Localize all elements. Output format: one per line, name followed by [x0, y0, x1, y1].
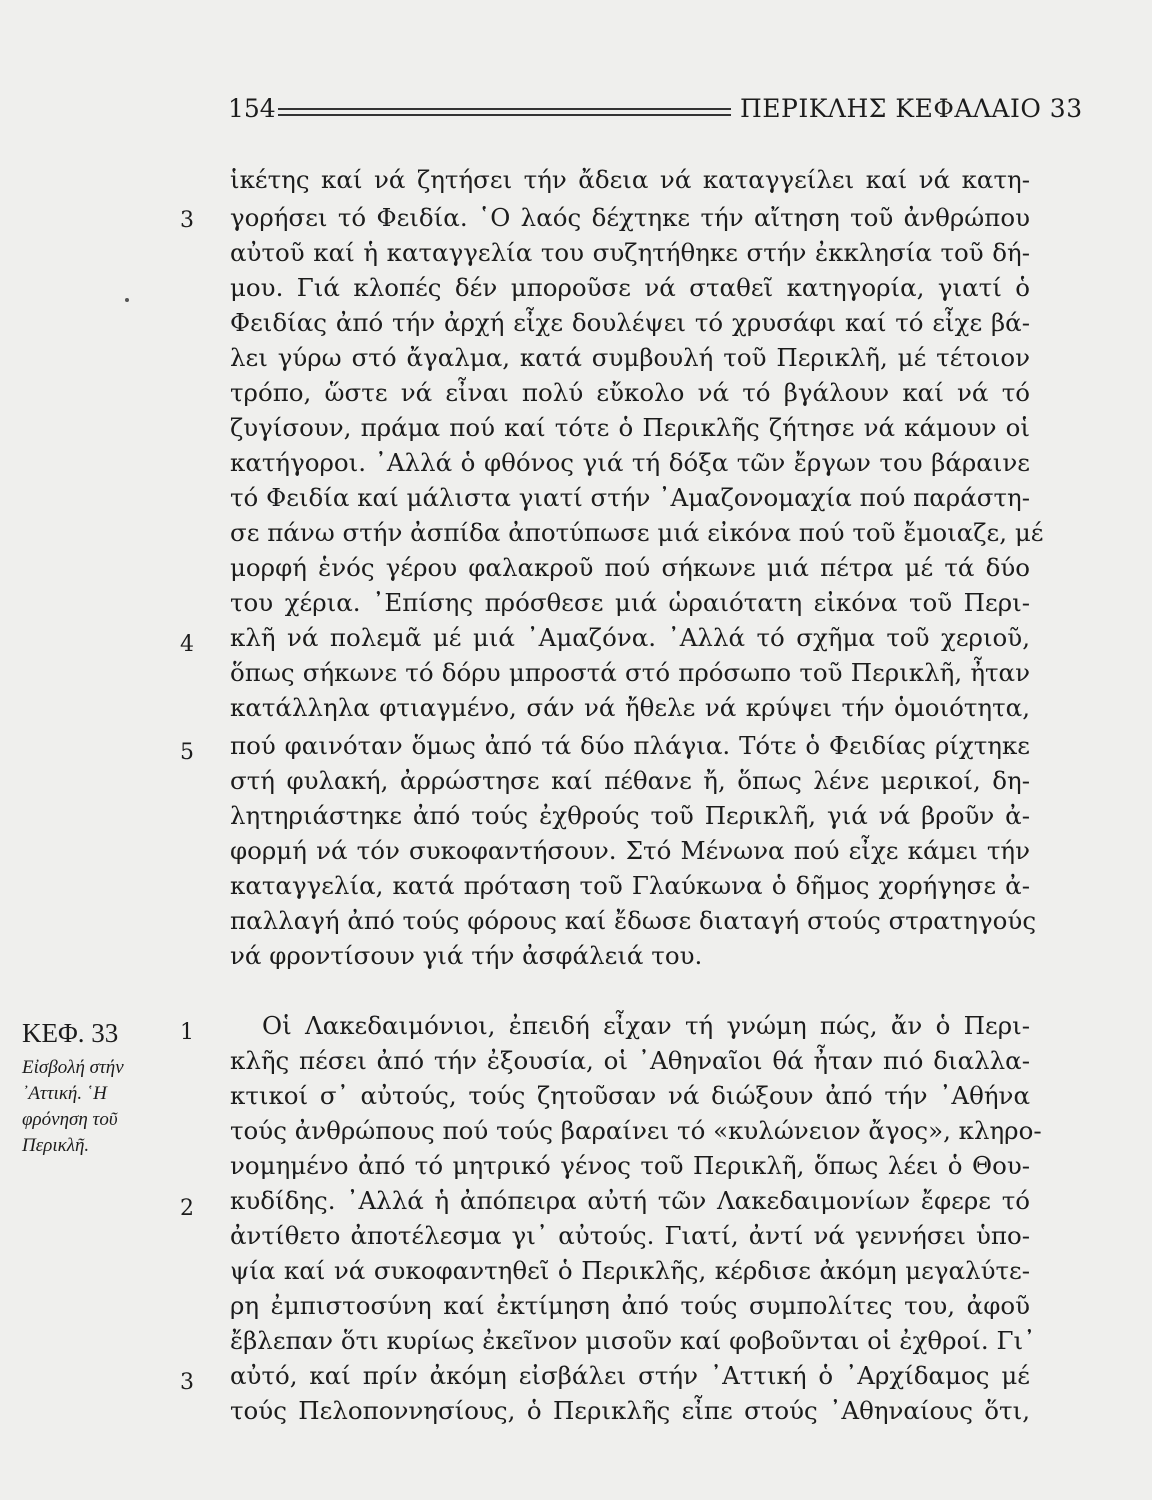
line-number: 1	[180, 1020, 194, 1045]
text-line: λητηριάστηκε ἀπό τούς ἐχθρούς τοῦ Περικλῆ, γιά νά βροῦν ἀ-	[230, 801, 1030, 830]
speck-mark	[125, 298, 129, 302]
text-line: ἔβλεπαν ὅτι κυρίως ἐκεῖνον μισοῦν καί φοβοῦνται οἱ ἐχθροί. Γι᾿	[230, 1326, 1036, 1355]
text-line: κατάλληλα φτιαγμένο, σάν νά ἤθελε νά κρύψει τήν ὁμοιότητα,	[230, 693, 1030, 722]
page-number: 154	[228, 94, 276, 123]
text-line: παλλαγή ἀπό τούς φόρους καί ἔδωσε διαταγή στούς στρατηγούς	[230, 906, 1037, 935]
text-line: ἀντίθετο ἀποτέλεσμα γι᾿ αὐτούς. Γιατί, ἀντί νά γεννήσει ὑπο-	[230, 1221, 1030, 1250]
text-line: τρόπο, ὥστε νά εἶναι πολύ εὔκολο νά τό βγάλουν καί νά τό	[230, 378, 1030, 407]
text-line: κλῆ νά πολεμᾶ μέ μιά ᾿Αμαζόνα. ᾿Αλλά τό σχῆμα τοῦ χεριοῦ,	[230, 623, 1030, 652]
text-line: αὐτοῦ καί ἡ καταγγελία του συζητήθηκε στήν ἐκκλησία τοῦ δή-	[230, 238, 1030, 267]
text-line: κυδίδης. ᾿Αλλά ἡ ἀπόπειρα αὐτή τῶν Λακεδαιμονίων ἔφερε τό	[230, 1186, 1030, 1215]
header-rule	[278, 108, 731, 116]
text-line: ἱκέτης καί νά ζητήσει τήν ἄδεια νά καταγγείλει καί νά κατη-	[230, 165, 1030, 194]
text-line: Οἱ Λακεδαιμόνιοι, ἐπειδή εἶχαν τή γνώμη πώς, ἄν ὁ Περι-	[262, 1011, 1030, 1040]
text-line: αὐτό, καί πρίν ἀκόμη εἰσβάλει στήν ᾿Αττική ὁ ᾿Αρχίδαμος μέ	[230, 1361, 1030, 1390]
page-header	[228, 92, 1083, 132]
text-line: ὅπως σήκωνε τό δόρυ μπροστά στό πρόσωπο τοῦ Περικλῆ, ἦταν	[230, 658, 1030, 687]
text-line: κλῆς πέσει ἀπό τήν ἐξουσία, οἱ ᾿Αθηναῖοι θά ἦταν πιό διαλλα-	[230, 1046, 1030, 1075]
text-line: νά φροντίσουν γιά τήν ἀσφάλειά του.	[230, 941, 703, 970]
text-line: ρη ἐμπιστοσύνη καί ἐκτίμηση ἀπό τούς συμπολίτες του, ἀφοῦ	[230, 1291, 1030, 1320]
margin-note-line: Εἰσβολή στήν	[22, 1057, 124, 1078]
text-line: καταγγελία, κατά πρόταση τοῦ Γλαύκωνα ὁ δῆμος χορήγησε ἀ-	[230, 871, 1030, 900]
text-line: τούς Πελοποννησίους, ὁ Περικλῆς εἶπε στούς ᾿Αθηναίους ὅτι,	[230, 1396, 1030, 1425]
text-line: γορήσει τό Φειδία. ῾Ο λαός δέχτηκε τήν αἴτηση τοῦ ἀνθρώπου	[230, 203, 1030, 232]
text-line: φορμή νά τόν συκοφαντήσουν. Στό Μένωνα πού εἶχε κάμει τήν	[230, 836, 1030, 865]
text-line: νομημένο ἀπό τό μητρικό γένος τοῦ Περικλῆ, ὅπως λέει ὁ Θου-	[230, 1151, 1030, 1180]
margin-chapter-title: ΚΕΦ. 33	[22, 1018, 119, 1048]
line-number: 4	[180, 632, 194, 657]
text-line: τούς ἀνθρώπους πού τούς βαραίνει τό «κυλώνειον ἄγος», κληρο-	[230, 1116, 1042, 1145]
line-number: 5	[180, 740, 194, 765]
text-line: στή φυλακή, ἀρρώστησε καί πέθανε ἤ, ὅπως λένε μερικοί, δη-	[230, 766, 1030, 795]
text-line: λει γύρω στό ἄγαλμα, κατά συμβουλή τοῦ Περικλῆ, μέ τέτοιον	[230, 343, 1030, 372]
text-line: Φειδίας ἀπό τήν ἀρχή εἶχε δουλέψει τό χρυσάφι καί τό εἶχε βά-	[230, 308, 1030, 337]
margin-note-line: Περικλῆ.	[22, 1135, 90, 1156]
margin-note-line: φρόνηση τοῦ	[22, 1109, 118, 1130]
line-number: 3	[180, 1370, 194, 1395]
text-line: τό Φειδία καί μάλιστα γιατί στήν ᾿Αμαζονομαχία πού παράστη-	[230, 483, 1030, 512]
text-line: του χέρια. ᾿Επίσης πρόσθεσε μιά ὡραιότατη εἰκόνα τοῦ Περι-	[230, 588, 1030, 617]
text-line: σε πάνω στήν ἀσπίδα ἀποτύπωσε μιά εἰκόνα πού τοῦ ἔμοιαζε, μέ	[230, 518, 1044, 547]
text-line: ψία καί νά συκοφαντηθεῖ ὁ Περικλῆς, κέρδισε ἀκόμη μεγαλύτε-	[230, 1256, 1030, 1285]
line-number: 3	[180, 208, 194, 233]
text-line: μορφή ἑνός γέρου φαλακροῦ πού σήκωνε μιά πέτρα μέ τά δύο	[230, 553, 1030, 582]
running-head: ΠΕΡΙΚΛΗΣ ΚΕΦΑΛΑΙΟ 33	[740, 94, 1083, 123]
text-line: κατήγοροι. ᾿Αλλά ὁ φθόνος γιά τή δόξα τῶν ἔργων του βάραινε	[230, 448, 1030, 477]
line-number: 2	[180, 1196, 194, 1221]
margin-note-line: ᾿Αττική. ῾Η	[22, 1083, 107, 1104]
text-line: πού φαινόταν ὅμως ἀπό τά δύο πλάγια. Τότε ὁ Φειδίας ρίχτηκε	[230, 731, 1030, 760]
margin-summary	[22, 1055, 172, 1159]
text-line: κτικοί σ᾿ αὐτούς, τούς ζητοῦσαν νά διώξουν ἀπό τήν ᾿Αθήνα	[230, 1081, 1030, 1110]
text-line: ζυγίσουν, πράμα πού καί τότε ὁ Περικλῆς ζήτησε νά κάμουν οἱ	[230, 413, 1030, 442]
text-line: μου. Γιά κλοπές δέν μποροῦσε νά σταθεῖ κατηγορία, γιατί ὁ	[230, 273, 1030, 302]
